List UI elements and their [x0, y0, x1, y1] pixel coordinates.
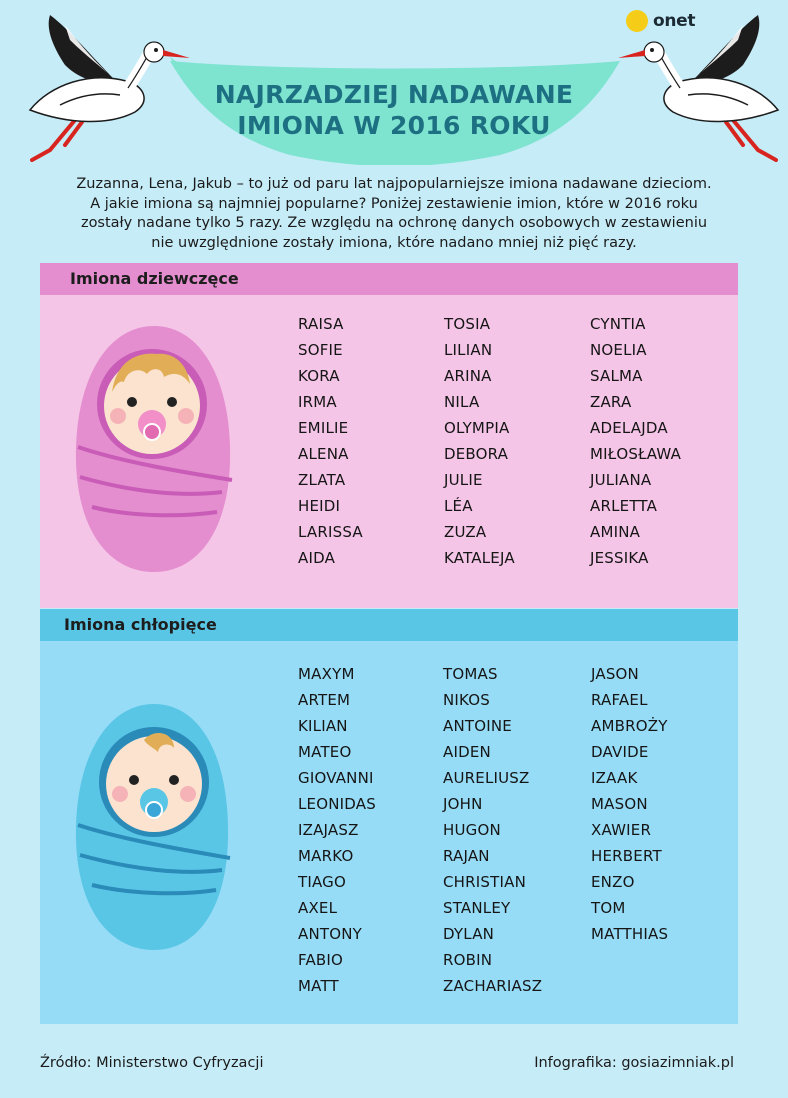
name-item: ARLETTA	[590, 497, 658, 515]
boys-section-heading: Imiona chłopięce	[40, 609, 738, 641]
name-item: MATEO	[298, 743, 352, 761]
name-item: LILIAN	[444, 341, 493, 359]
name-item: AMBROŻY	[591, 717, 668, 735]
swaddled-baby-boy-icon	[74, 700, 234, 952]
name-item: FABIO	[298, 951, 344, 969]
name-item: STANLEY	[443, 899, 511, 917]
name-item: JASON	[591, 665, 639, 683]
boys-names-column-3	[591, 661, 668, 947]
name-item: ANTONY	[298, 925, 363, 943]
name-item: HEIDI	[298, 497, 341, 515]
name-item: KORA	[298, 367, 340, 385]
boys-names-column-2	[443, 661, 542, 999]
name-item: LÉA	[444, 497, 473, 515]
name-item: AXEL	[298, 899, 338, 917]
name-item: RAFAEL	[591, 691, 648, 709]
name-item: TOSIA	[444, 315, 491, 333]
name-item: DAVIDE	[591, 743, 649, 761]
name-item: MASON	[591, 795, 648, 813]
name-item: IRMA	[298, 393, 337, 411]
name-item: ZARA	[590, 393, 632, 411]
name-item: CHRISTIAN	[443, 873, 526, 891]
name-item: DEBORA	[444, 445, 509, 463]
name-item: LEONIDAS	[298, 795, 376, 813]
name-item: KATALEJA	[444, 549, 515, 567]
name-item: JULIANA	[590, 471, 652, 489]
name-item: NILA	[444, 393, 480, 411]
intro-text	[40, 175, 748, 253]
name-item: ZUZA	[444, 523, 487, 541]
name-item: HERBERT	[591, 847, 662, 865]
intro-line-2: A jakie imiona są najmniej popularne? Poniżej zestawienie imion, które w 2016 roku	[90, 195, 698, 212]
source-note: Źródło: Ministerstwo Cyfryzacji	[40, 1055, 264, 1071]
name-item: NOELIA	[590, 341, 647, 359]
logo-text: onet	[653, 11, 696, 31]
name-item: TIAGO	[298, 873, 347, 891]
intro-line-1: Zuzanna, Lena, Jakub – to już od paru lat najpopularniejsze imiona nadawane dzieciom.	[76, 176, 712, 192]
name-item: GIOVANNI	[298, 769, 374, 787]
intro-line-4: nie uwzględnione zostały imiona, które nadano mniej niż pięć razy.	[151, 234, 637, 251]
name-item: AMINA	[590, 523, 641, 541]
name-item: IZAAK	[591, 769, 638, 787]
onet-logo-dot-icon	[626, 10, 648, 32]
name-item: RAJAN	[443, 847, 490, 865]
page-title	[200, 79, 588, 141]
name-item: MARKO	[298, 847, 354, 865]
name-item: MATTHIAS	[591, 925, 669, 943]
name-item: SALMA	[590, 367, 643, 385]
name-item: ENZO	[591, 873, 635, 891]
onet-logo[interactable]	[626, 10, 695, 32]
name-item: ADELAJDA	[590, 419, 668, 437]
name-item: KILIAN	[298, 717, 348, 735]
name-item: CYNTIA	[590, 315, 646, 333]
name-item: EMILIE	[298, 419, 349, 437]
girls-names-column-3	[590, 311, 681, 571]
name-item: DYLAN	[443, 925, 495, 943]
name-item: AIDA	[298, 549, 336, 567]
name-item: ALENA	[298, 445, 349, 463]
title-line-2: IMIONA W 2016 ROKU	[237, 111, 551, 140]
title-line-1: NAJRZADZIEJ NADAWANE	[214, 80, 574, 109]
name-item: SOFIE	[298, 341, 343, 359]
name-item: OLYMPIA	[444, 419, 510, 437]
name-item: JULIE	[444, 471, 483, 489]
name-item: XAWIER	[591, 821, 652, 839]
name-item: NIKOS	[443, 691, 490, 709]
name-item: JESSIKA	[590, 549, 649, 567]
name-item: ZLATA	[298, 471, 346, 489]
name-item: TOM	[591, 899, 626, 917]
name-item: AURELIUSZ	[443, 769, 530, 787]
name-item: IZAJASZ	[298, 821, 359, 839]
name-item: RAISA	[298, 315, 344, 333]
girls-names-column-2	[444, 311, 515, 571]
swaddled-baby-girl-icon	[72, 322, 237, 574]
name-item: MATT	[298, 977, 339, 995]
name-item: ARINA	[444, 367, 492, 385]
name-item: ARTEM	[298, 691, 351, 709]
name-item: ROBIN	[443, 951, 493, 969]
name-item: MAXYM	[298, 665, 355, 683]
credit-link[interactable]: Infografika: gosiazimniak.pl	[534, 1055, 734, 1071]
girls-names-column-1	[298, 311, 363, 571]
name-item: HUGON	[443, 821, 501, 839]
name-item: ZACHARIASZ	[443, 977, 543, 995]
name-item: TOMAS	[443, 665, 498, 683]
name-item: MIŁOSŁAWA	[590, 445, 682, 463]
name-item: ANTOINE	[443, 717, 512, 735]
name-item: JOHN	[443, 795, 483, 813]
name-item: LARISSA	[298, 523, 363, 541]
name-item: AIDEN	[443, 743, 491, 761]
girls-section-heading: Imiona dziewczęce	[40, 263, 738, 295]
intro-line-3: zostały nadane tylko 5 razy. Ze względu na ochronę danych osobowych w zestawieniu	[80, 215, 708, 231]
boys-names-column-1	[298, 661, 376, 999]
